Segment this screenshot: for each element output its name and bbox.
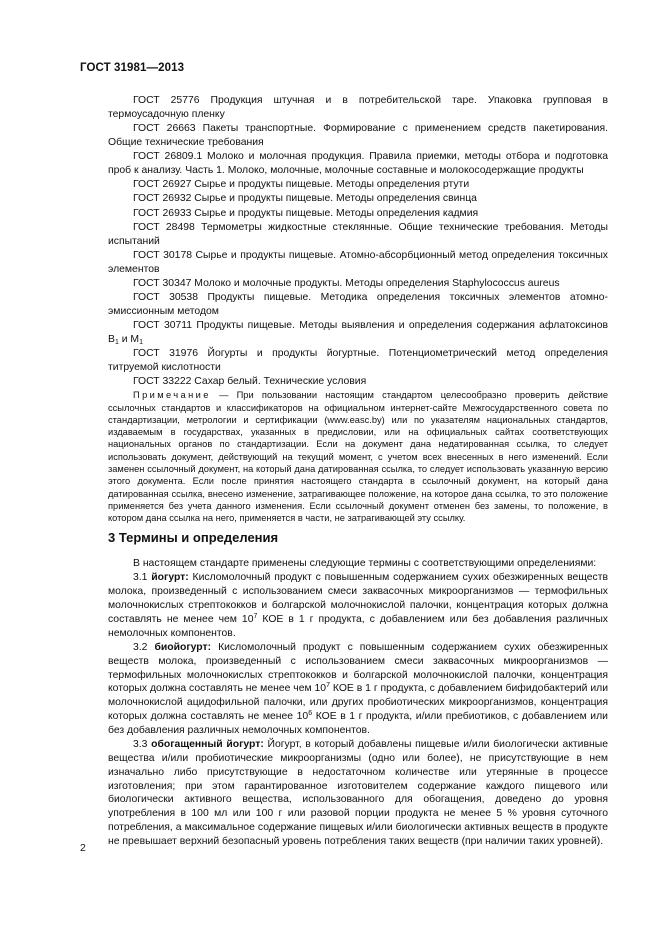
superscript: 7 bbox=[253, 612, 258, 620]
note-label: Примечание bbox=[133, 390, 211, 401]
definition-number: 3.2 bbox=[133, 641, 155, 653]
definition-text: КОЕ в 1 г продукта, и/или пребиотиков, с добавлением или без добавления различных немолочных компонентов. bbox=[108, 710, 608, 736]
reference-item: ГОСТ 26932 Сырье и продукты пищевые. Методы определения свинца bbox=[133, 193, 477, 205]
reference-item: ГОСТ 26663 Пакеты транспортные. Формирование с применением средств пакетирования. Общие технические требования bbox=[108, 122, 608, 148]
definition-number: 3.3 bbox=[133, 739, 152, 751]
reference-item: ГОСТ 30347 Молоко и молочные продукты. Методы определения Staphylococcus aureus bbox=[133, 278, 560, 290]
reference-item: ГОСТ 33222 Сахар белый. Технические условия bbox=[133, 376, 367, 388]
definition-text: КОЕ в 1 г продукта, с добавлением бифидобактерий или молочнокислой ацидофильной палочки, или других пробиотических микроорганизмов, концентрация которых должна составлять не менее 10 bbox=[108, 683, 608, 722]
reference-item: ГОСТ 30178 Сырье и продукты пищевые. Атомно-абсорбционный метод определения токсичных элементов bbox=[108, 250, 608, 275]
reference-item: ГОСТ 30538 Продукты пищевые. Методика определения токсичных элементов атомно-эмиссионным методом bbox=[108, 292, 608, 318]
section-intro: В настоящем стандарте применены следующие термины с соответствующими определениями: bbox=[133, 558, 597, 569]
definition-term: обогащенный йогурт: bbox=[151, 739, 264, 751]
note-text: — При пользовании настоящим стандартом целесообразно проверить действие ссылочных стандартов и классификаторов на официальном интернет-сайте Межгосударственного совета по стандартизации, метрологии и сертификации (www.easc.by) или по указателям национальных стандартов, издаваемым в государствах, указанных в предисловии, или на официальных сайтах соответствующих национальных органов по стандартизации. Если на документ дана недатированная ссылка, то следует использовать документ, действующий на текущий момент, с учетом всех внесенных в него изменений. Если заменен ссылочный документ, на который дана датированная ссылка, то следует использовать указанную версию этого документа. Если после принятия настоящего стандарта в ссылочный документ, на который дана датированная ссылка, внесено изменение, затрагивающее положение, на которое дана ссылка, то это положение применяется без учета данного изменения. Если ссылочный документ отменен без замены, то положение, в котором дана ссылка на него, применяется в части, не затрагивающей эту ссылку. bbox=[108, 390, 608, 524]
definition-item bbox=[108, 641, 608, 738]
reference-item: ГОСТ 26927 Сырье и продукты пищевые. Методы определения ртути bbox=[133, 178, 470, 190]
definition-text: Кисломолочный продукт с повышенным содержанием сухих обезжиренных веществ молока, произведенный с использованием смеси заквасочных микроорганизмов — термофильных молочнокислых стрептококков и болгарской молочнокислой палочки, концентрация которых должна составлять не менее чем 10 bbox=[108, 641, 608, 695]
definition-term: йогурт: bbox=[151, 572, 189, 584]
reference-item: ГОСТ 28498 Термометры жидкостные стеклянные. Общие технические требования. Методы испытаний bbox=[108, 222, 608, 247]
reference-text: ГОСТ 30711 Продукты пищевые. Методы выявления и определения содержания афлатоксинов B bbox=[108, 320, 608, 346]
note-paragraph bbox=[108, 389, 608, 524]
subscript: 1 bbox=[114, 339, 119, 347]
definition-text: Йогурт, в который добавлены пищевые и/или биологически активные вещества и/или пробиотические микроорганизмы (одно или более), не присутствующие в нем изначально либо присутствующие в недостаточном количестве или утерянные в процессе изготовления; при этом гарантированное изготовителем содержание каждого пищевого или биологически активного вещества, использованного для обогащения, доведено до уровня употребления в 100 мл или 100 г или разовой порции продукта не менее 5 % уровня суточного потребления, а максимальное содержание пищевых и/или биологически активных веществ в продукте не превышает верхний безопасный уровень потребления таких веществ (при наличии таких уровней). bbox=[108, 739, 608, 847]
subscript: 1 bbox=[139, 339, 143, 347]
page-number: 2 bbox=[80, 842, 86, 854]
reference-item: ГОСТ 25776 Продукция штучная и в потребительской таре. Упаковка групповая в термоусадочную пленку bbox=[108, 95, 608, 120]
definition-item bbox=[108, 571, 608, 640]
document-number-header: ГОСТ 31981—2013 bbox=[80, 62, 185, 74]
reference-item: ГОСТ 26809.1 Молоко и молочная продукция. Правила приемки, методы отбора и подготовка проб к анализу. Часть 1. Молоко, молочные, молочные составные и молокосодержащие продукты bbox=[108, 150, 608, 176]
reference-item: ГОСТ 26933 Сырье и продукты пищевые. Методы определения кадмия bbox=[133, 207, 479, 219]
definition-text: КОЕ в 1 г продукта, с добавлением или без добавления различных немолочных компонентов. bbox=[108, 613, 608, 639]
definition-item bbox=[108, 738, 608, 848]
normative-references-list bbox=[108, 94, 608, 390]
reference-item bbox=[108, 319, 608, 346]
section-title: 3 Термины и определения bbox=[108, 530, 279, 545]
superscript: 7 bbox=[326, 682, 330, 690]
definitions-section bbox=[108, 557, 608, 849]
definition-number: 3.1 bbox=[133, 572, 152, 584]
reference-item: ГОСТ 31976 Йогурты и продукты йогуртные. Потенциометрический метод определения титруемой кислотности bbox=[108, 348, 608, 374]
reference-text: и M bbox=[118, 334, 140, 346]
superscript: 6 bbox=[308, 709, 313, 717]
definition-text: Кисломолочный продукт с повышенным содержанием сухих обезжиренных веществ молока, произведенный с использованием смеси заквасочных микроорганизмов — термофильных молочнокислых стрептококков и болгарской молочнокислой палочки, концентрация которых должна составлять не менее чем 10 bbox=[108, 572, 608, 625]
definition-term: биойогурт: bbox=[154, 641, 212, 653]
